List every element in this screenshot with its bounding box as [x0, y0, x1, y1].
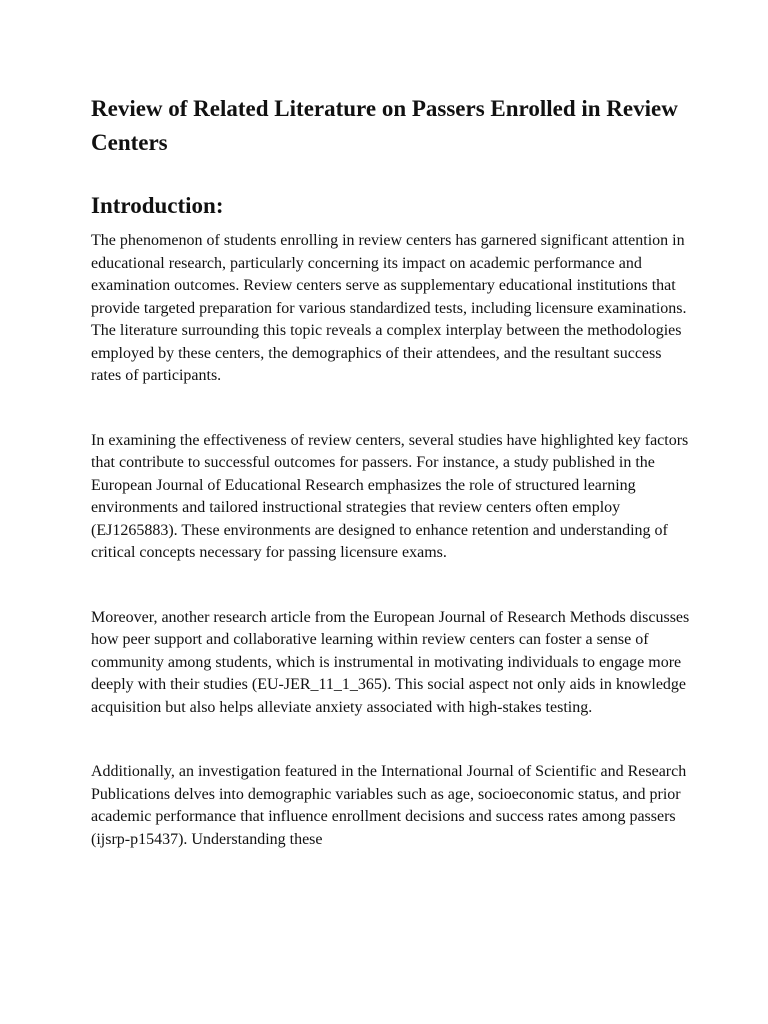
document-page: [91, 92, 691, 851]
document-title: Review of Related Literature on Passers Enrolled in Review Centers: [91, 96, 678, 155]
paragraph-3: Moreover, another research article from the European Journal of Research Methods discusses how peer support and collaborative learning within review centers can foster a sense of community among students, which is instrumental in motivating individuals to engage more deeply with their studies (EU-JER_11_1_365). This social aspect not only aids in knowledge acquisition but also helps alleviate anxiety associated with high-stakes testing.: [91, 608, 690, 716]
paragraph-2: In examining the effectiveness of review centers, several studies have highlighted key factors that contribute to successful outcomes for passers. For instance, a study published in the European Journal of Educational Research emphasizes the role of structured learning environments and tailored instructional strategies that review centers often employ (EJ1265883). These environments are designed to enhance retention and understanding of critical concepts necessary for passing licensure exams.: [91, 431, 689, 561]
paragraph-1: The phenomenon of students enrolling in review centers has garnered significant attention in educational research, particularly concerning its impact on academic performance and examination outcomes. Review centers serve as supplementary educational institutions that provide targeted preparation for various standardized tests, including licensure examinations. The literature surrounding this topic reveals a complex interplay between the methodologies employed by these centers, the demographics of their attendees, and the resultant success rates of participants.: [91, 232, 687, 384]
section-heading-introduction: Introduction:: [91, 193, 224, 218]
paragraph-4: Additionally, an investigation featured in the International Journal of Scientific and Research Publications delves into demographic variables such as age, socioeconomic status, and prior academic performance that influence enrollment decisions and success rates among passers (ijsrp-p15437). Understanding these: [91, 763, 687, 848]
